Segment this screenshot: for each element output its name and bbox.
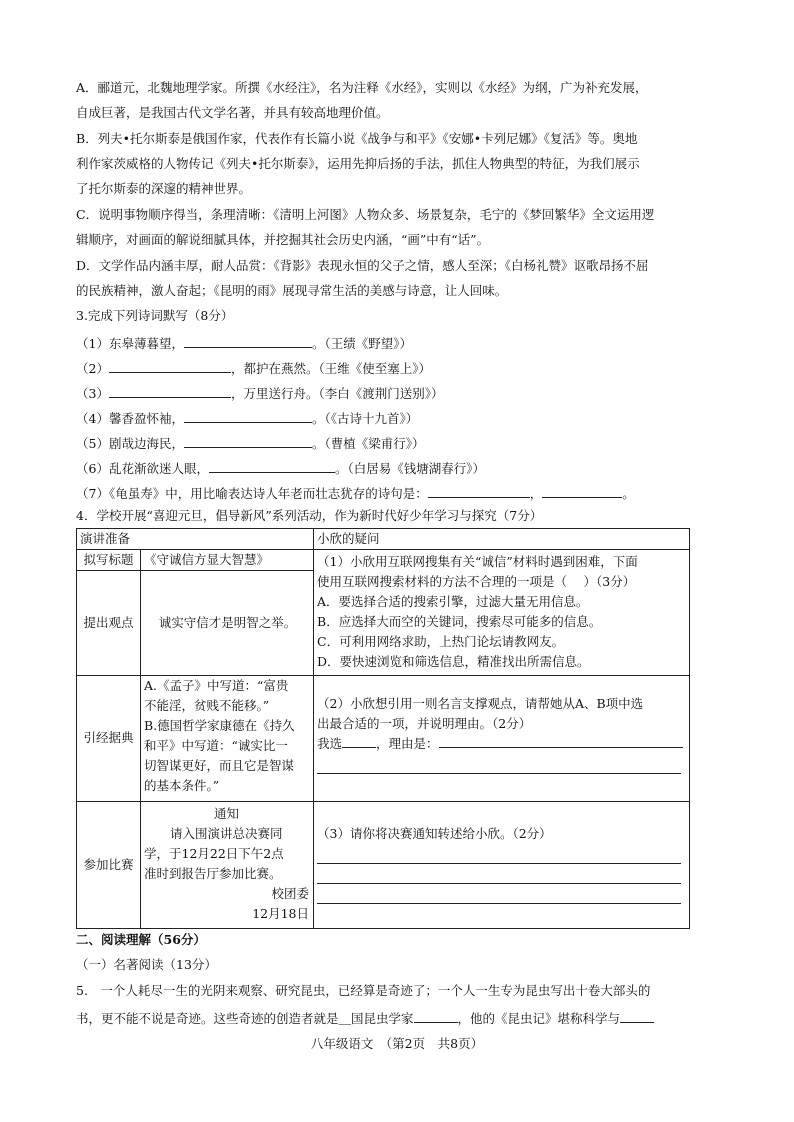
q4-q3-blank-1[interactable] bbox=[317, 844, 681, 864]
q4-question-1 bbox=[314, 550, 690, 676]
q2-option-a-line1: A．郦道元，北魏地理学家。所撰《水经注》，名为注释《水经》，实则以《水经》为纲，广为补充发展， bbox=[76, 80, 648, 95]
q4-q3-text: （3）请你将决赛通知转述给小欣。（2分） bbox=[317, 826, 552, 841]
q4-notice-body-3: 准时到报告厅参加比赛。 bbox=[144, 866, 282, 881]
q3-item-2-post: ，都护在燕然。（王维《使至塞上》） bbox=[230, 361, 431, 376]
q4-q2-line1: （2）小欣想引用一则名言支撑观点，请帮她从A、B项中选 bbox=[317, 696, 644, 711]
q3-item-1 bbox=[76, 335, 412, 351]
q3-item-4-blank[interactable] bbox=[184, 410, 312, 423]
q4-quote-line2: 不能淫，贫贱不能移。” bbox=[144, 698, 270, 713]
q3-item-5 bbox=[76, 435, 424, 451]
q4-q2-reason-blank-1[interactable] bbox=[439, 735, 683, 748]
q3-item-7 bbox=[76, 485, 635, 501]
page-footer: 八年级语文 （第2页 共8页） bbox=[310, 1036, 484, 1051]
q3-item-3-pre: （3） bbox=[76, 386, 109, 401]
q3-item-6-blank[interactable] bbox=[209, 460, 335, 473]
q3-item-7-post: 。 bbox=[622, 486, 635, 501]
q5-line1: 5. 一个人耗尽一生的光阴来观察、研究昆虫，已经算是奇迹了；一个人一生专为昆虫写出十卷大部头的 bbox=[76, 983, 651, 998]
q2-option-b-line1: B．列夫•托尔斯泰是俄国作家，代表作有长篇小说《战争与和平》《安娜•卡列尼娜》《复活》等。奥地 bbox=[76, 131, 638, 146]
q3-item-5-blank[interactable] bbox=[184, 435, 312, 448]
section2-title: 二、阅读理解（56分） bbox=[76, 932, 206, 947]
q4-notice-body-1: 请入围演讲总决赛同 bbox=[170, 826, 283, 841]
q4-notice-signer: 校团委 bbox=[271, 886, 310, 901]
q4-row1-content: 《守诚信方显大智慧》 bbox=[141, 550, 314, 571]
q3-item-7-pre: （7）《龟虽寿》中，用比喻表达诗人年老而壮志犹存的诗句是： bbox=[76, 486, 428, 501]
section2-subtitle: （一）名著阅读（13分） bbox=[76, 957, 217, 972]
q5-line2 bbox=[76, 1010, 654, 1026]
q4-row2-label: 提出观点 bbox=[77, 571, 141, 676]
q3-item-4 bbox=[76, 410, 418, 426]
q4-row2-content: 诚实守信才是明智之举。 bbox=[141, 571, 314, 676]
q3-item-3 bbox=[76, 385, 443, 401]
q4-quote-line5: 切智谋更好，而且它是智谋 bbox=[144, 758, 295, 773]
q3-item-5-pre: （5）剧哉边海民， bbox=[76, 436, 184, 451]
q3-item-3-blank[interactable] bbox=[109, 385, 231, 398]
q5-line2-mid: ，他的《昆虫记》堪称科学与 bbox=[457, 1011, 621, 1026]
q4-q1-option-a: A．要选择合适的搜索引擎，过滤大量无用信息。 bbox=[317, 594, 589, 609]
q2-option-b-line3: 了托尔斯泰的深邃的精神世界。 bbox=[76, 181, 252, 196]
q5-trailing-blank[interactable] bbox=[620, 1010, 654, 1023]
q4-row3-label: 引经据典 bbox=[77, 676, 141, 802]
q4-q2-choice-blank[interactable] bbox=[342, 735, 376, 748]
q4-q3-blank-3[interactable] bbox=[317, 884, 681, 904]
q5-line2-pre: 书，更不能不说是奇迹。这些奇迹的创造者就是＿国昆虫学家 bbox=[76, 1011, 414, 1026]
q2-option-d-line1: D．文学作品内涵丰厚，耐人品赏：《背影》表现永恒的父子之情，感人至深；《白杨礼赞》讴歌昂扬不屈 bbox=[76, 258, 649, 273]
q4-q1-line2[interactable]: 使用互联网搜索材料的方法不合理的一项是（ ）（3分） bbox=[317, 574, 636, 589]
q4-q2-answer-mid: ，理由是： bbox=[376, 736, 439, 751]
q4-q1-option-d: D．要快速浏览和筛选信息，精准找出所需信息。 bbox=[317, 654, 590, 669]
q3-item-1-pre: （1）东皋薄暮望， bbox=[76, 336, 184, 351]
q4-q2-answer-pre: 我选 bbox=[317, 736, 343, 751]
q3-item-7-blank-b[interactable] bbox=[542, 485, 622, 498]
q4-row3-quotes bbox=[141, 676, 314, 802]
q3-item-3-post: ，万里送行舟。（李白《渡荆门送别》） bbox=[230, 386, 444, 401]
q4-q2-answer-line bbox=[317, 734, 687, 754]
q4-row1-label: 拟写标题 bbox=[77, 550, 141, 571]
q3-item-4-post: 。（《古诗十九首》） bbox=[311, 411, 419, 426]
q2-option-c-line1: C．说明事物顺序得当，条理清晰：《清明上河图》人物众多、场景复杂，毛宁的《梦回繁华》全文运用逻 bbox=[76, 207, 655, 222]
q2-option-a-line2: 自成巨著，是我国古代文学名著，并具有较高地理价值。 bbox=[76, 105, 389, 120]
q4-notice-title: 通知 bbox=[214, 806, 240, 821]
q3-item-2-pre: （2） bbox=[76, 361, 109, 376]
q4-q1-option-c: C．可利用网络求助，上热门论坛请教网友。 bbox=[317, 634, 565, 649]
q5-author-blank[interactable] bbox=[414, 1010, 458, 1023]
q4-q1-line1: （1）小欣用互联网搜集有关“诚信”材料时遇到困难，下面 bbox=[317, 554, 638, 569]
q4-header-right: 小欣的疑问 bbox=[314, 529, 690, 550]
q3-item-2-blank[interactable] bbox=[109, 360, 231, 373]
q3-item-1-post: 。（王绩《野望》） bbox=[311, 336, 412, 351]
q4-table bbox=[76, 528, 690, 929]
q3-item-5-post: 。（曹植《梁甫行》） bbox=[311, 436, 425, 451]
q4-quote-line3: B.德国哲学家康德在《持久 bbox=[144, 718, 295, 733]
q4-quote-line4: 和平》中写道：“诚实比一 bbox=[144, 738, 288, 753]
q4-notice bbox=[141, 802, 314, 929]
q4-quote-line6: 的基本条件。” bbox=[144, 778, 220, 793]
q2-option-b-line2: 利作家茨威格的人物传记《列夫•托尔斯泰》，运用先抑后扬的手法，抓住人物典型的特征，为我们展示 bbox=[76, 156, 640, 171]
q4-row4-label: 参加比赛 bbox=[77, 802, 141, 929]
q3-item-1-blank[interactable] bbox=[184, 335, 312, 348]
q3-item-7-blank-a[interactable] bbox=[428, 485, 530, 498]
q4-q3-blank-2[interactable] bbox=[317, 864, 681, 884]
q4-title: 4．学校开展“喜迎元旦，倡导新风”系列活动，作为新时代好少年学习与探究（7分） bbox=[76, 508, 543, 523]
q4-notice-date: 12月18日 bbox=[252, 906, 310, 921]
q4-quote-line1: A.《孟子》中写道：“富贵 bbox=[144, 678, 289, 693]
q3-item-4-pre: （4）馨香盈怀袖， bbox=[76, 411, 184, 426]
q2-option-d-line2: 的民族精神，激人奋起；《昆明的雨》展现寻常生活的美感与诗意，让人回味。 bbox=[76, 283, 508, 298]
q2-option-c-line2: 辑顺序，对画面的解说细腻具体，并挖掘其社会历史内涵，“画”中有“话”。 bbox=[76, 232, 490, 247]
q3-item-7-mid: ， bbox=[529, 486, 543, 501]
q4-q1-option-b: B．应选择大而空的关键词，搜索尽可能多的信息。 bbox=[317, 614, 602, 629]
q4-question-2 bbox=[314, 676, 690, 802]
q4-q2-reason-blank-2[interactable] bbox=[317, 754, 681, 774]
q4-q2-line2: 出最合适的一项，并说明理由。（2分） bbox=[317, 716, 532, 731]
q3-item-2 bbox=[76, 360, 431, 376]
q3-title: 3.完成下列诗词默写（8分） bbox=[76, 308, 234, 323]
q4-question-3 bbox=[314, 802, 690, 929]
q3-item-6-post: 。（白居易《钱塘湖春行》） bbox=[334, 461, 485, 476]
q3-item-6 bbox=[76, 460, 485, 476]
q4-header-left: 演讲准备 bbox=[77, 529, 314, 550]
q3-item-6-pre: （6）乱花渐欲迷人眼， bbox=[76, 461, 209, 476]
q4-notice-body-2: 学，于12月22日下午2点 bbox=[144, 846, 284, 861]
